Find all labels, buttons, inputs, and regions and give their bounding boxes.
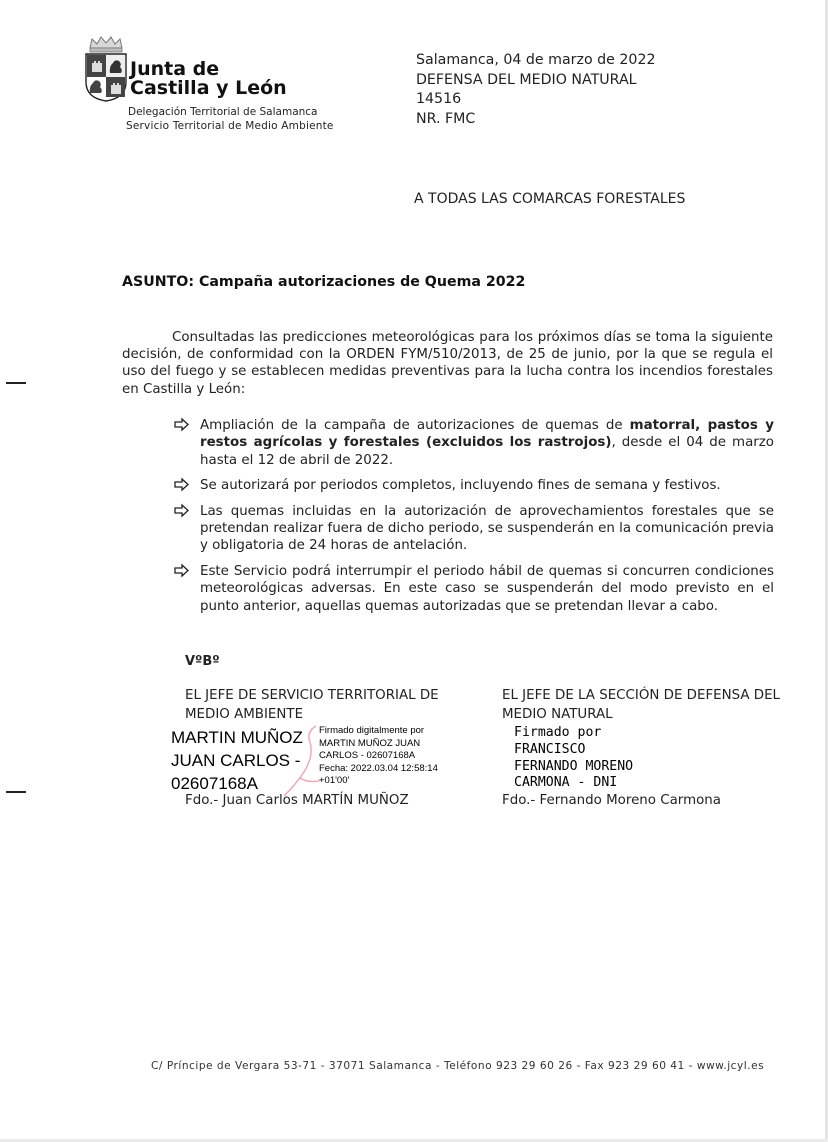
intro-paragraph bbox=[122, 329, 773, 398]
digital-name-line: MARTIN MUÑOZ bbox=[171, 728, 303, 747]
bullet-text-bold: matorral, pastos y restos agrícolas y forestales (excluidos los rastrojos) bbox=[200, 418, 774, 451]
right-signer-name: Fdo.- Fernando Moreno Carmona bbox=[502, 793, 721, 808]
brand-name bbox=[130, 60, 287, 98]
digital-info-line: +01'00' bbox=[319, 775, 350, 787]
right-title-line-1: EL JEFE DE LA SECCIÓN DE DEFENSA DEL bbox=[502, 688, 781, 703]
digital-info-line: MARTIN MUÑOZ JUAN bbox=[319, 737, 421, 749]
list-item bbox=[172, 477, 774, 494]
list-item bbox=[172, 417, 774, 469]
left-title-line-2: MEDIO AMBIENTE bbox=[185, 706, 304, 722]
list-item bbox=[172, 563, 774, 615]
left-title-line-1: EL JEFE DE SERVICIO TERRITORIAL DE bbox=[185, 688, 439, 703]
reference-number: 14516 bbox=[416, 91, 462, 107]
department: DEFENSA DEL MEDIO NATURAL bbox=[416, 71, 637, 88]
place-date: Salamanca, 04 de marzo de 2022 bbox=[416, 52, 656, 68]
letter-header bbox=[416, 51, 656, 129]
right-digital-signature bbox=[514, 725, 633, 792]
bullet-text: Las quemas incluidas en la autorización de aprovechamientos forestales que se pretendan realizar fuera de dicho periodo, se suspenderán en la comunicación previa y obligatoria de 24 horas de antelación. bbox=[200, 503, 774, 554]
list-item bbox=[172, 503, 774, 555]
digital-signature-line: Firmado por bbox=[514, 725, 602, 740]
digital-signature-line: FRANCISCO bbox=[514, 741, 586, 757]
coat-of-arms-icon bbox=[84, 36, 128, 102]
bullet-text-pre: Ampliación de la campaña de autorizaciones de quemas de bbox=[200, 418, 630, 433]
digital-name-line: JUAN CARLOS - bbox=[171, 751, 301, 770]
approval-mark: VºBº bbox=[185, 654, 220, 669]
digital-signature-info bbox=[319, 725, 438, 788]
service-name: Servicio Territorial de Medio Ambiente bbox=[126, 120, 334, 132]
delegation-name: Delegación Territorial de Salamanca bbox=[128, 106, 318, 118]
digital-signature-line: CARMONA - DNI bbox=[514, 775, 618, 791]
digital-name-line: 02607168A bbox=[171, 774, 258, 793]
bullet-text-post: , desde el 04 de marzo hasta el 12 de abril de 2022. bbox=[200, 435, 774, 468]
digital-info-line: CARLOS - 02607168A bbox=[319, 750, 416, 762]
bullet-text: Este Servicio podrá interrumpir el periodo hábil de quemas si concurren condiciones meteorológicas adversas. En este caso se suspenderán del modo previsto en el punto anterior, aquellas quemas autorizadas que se pretendan llevar a cabo. bbox=[200, 563, 774, 614]
fold-mark bbox=[6, 791, 26, 793]
footer-address: C/ Príncipe de Vergara 53-71 - 37071 Salamanca - Teléfono 923 29 60 26 - Fax 923 29 60 41 - www.jcyl.es bbox=[151, 1060, 765, 1072]
brand-line-2: Castilla y León bbox=[130, 77, 287, 99]
fold-mark bbox=[6, 382, 26, 384]
nr-code: NR. FMC bbox=[416, 110, 476, 127]
bullet-text: Se autorizará por periodos completos, incluyendo fines de semana y festivos. bbox=[200, 478, 721, 494]
intro-text: Consultadas las predicciones meteorológicas para los próximos días se toma la siguiente decisión, de conformidad con la ORDEN FYM/510/2013, de 25 de junio, por la que se regula el uso del fuego y se establecen medidas preventivas para la lucha contra los incendios forestales en Castilla y León: bbox=[122, 330, 773, 397]
subject-line: ASUNTO: Campaña autorizaciones de Quema 2022 bbox=[122, 274, 526, 290]
right-title-line-2: MEDIO NATURAL bbox=[502, 706, 613, 722]
right-signer-title bbox=[502, 687, 792, 724]
recipient: A TODAS LAS COMARCAS FORESTALES bbox=[414, 191, 686, 207]
brand-line-1: Junta de bbox=[130, 58, 220, 80]
bullet-list bbox=[172, 417, 774, 623]
digital-info-line: Fecha: 2022.03.04 12:58:14 bbox=[319, 762, 438, 774]
hollow-right-arrow-icon bbox=[174, 476, 190, 493]
hollow-right-arrow-icon bbox=[174, 562, 190, 579]
left-signer-title bbox=[185, 687, 465, 724]
digital-info-line: Firmado digitalmente por bbox=[319, 725, 425, 736]
hollow-right-arrow-icon bbox=[174, 416, 190, 433]
hollow-right-arrow-icon bbox=[174, 502, 190, 519]
digital-signature-line: FERNANDO MORENO bbox=[514, 758, 634, 774]
left-signer-name: Fdo.- Juan Carlos MARTÍN MUÑOZ bbox=[185, 793, 409, 808]
